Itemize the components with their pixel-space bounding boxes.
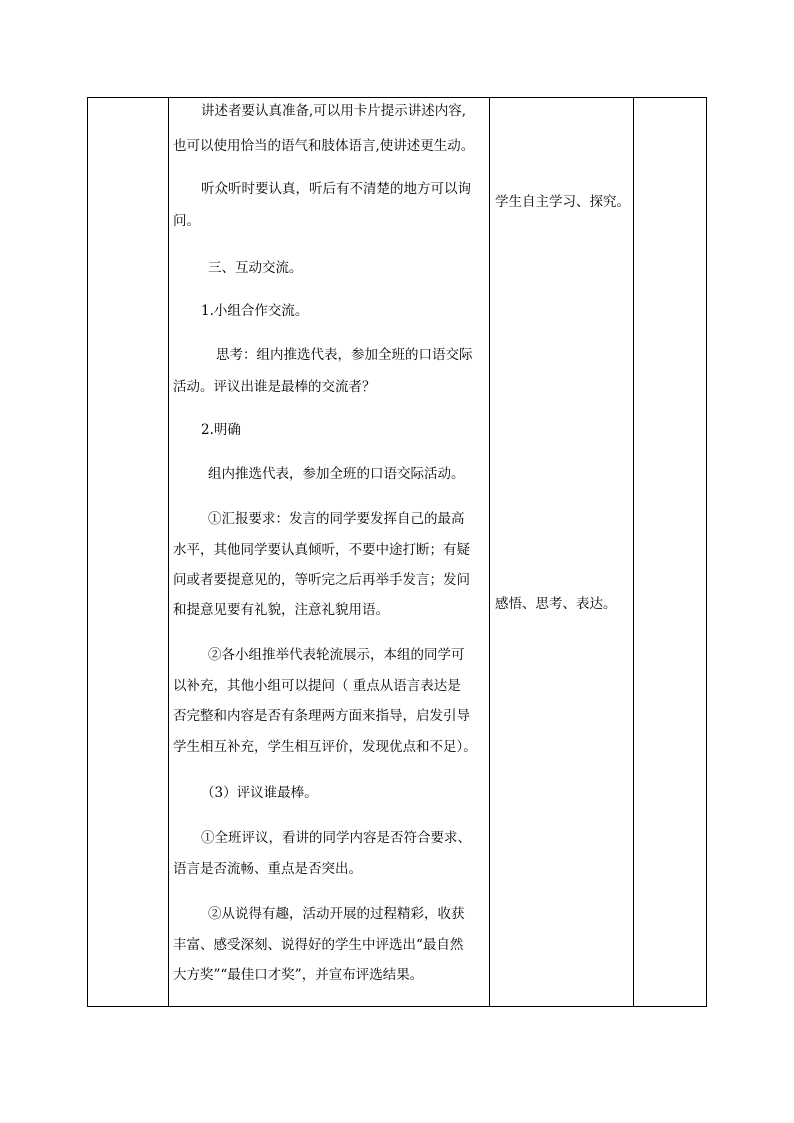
content-line: 学生相互补充，学生相互评价，发现优点和不足）。 (173, 739, 477, 755)
content-line: 否完整和内容是否有条理两方面来指导，启发引导 (173, 708, 470, 724)
content-line: 水平，其他同学要认真倾听，不要中途打断；有疑 (173, 542, 470, 558)
content-line: 听众听时要认真，听后有不清楚的地方可以询 (201, 181, 471, 197)
student-activity: 感悟、思考、表达。 (495, 596, 617, 612)
content-line: 问。 (173, 213, 200, 229)
content-line: 语言是否流畅、重点是否突出。 (173, 861, 362, 877)
content-line: 和提意见要有礼貌，注意礼貌用语。 (173, 602, 389, 618)
content-line: 三、互动交流。 (208, 260, 303, 276)
content-line: 问或者要提意见的，等听完之后再举手发言；发问 (173, 572, 470, 588)
content-line: 讲述者要认真准备,可以用卡片提示讲述内容, (201, 103, 467, 119)
column-divider (489, 98, 490, 1006)
content-line: 丰富、感受深刻、说得好的学生中评选出“最自然 (173, 937, 464, 953)
content-line: 以补充，其他小组可以提问（ 重点从语言表达是 (173, 678, 461, 694)
content-line: 大方奖”“最佳口才奖”，并宣布评选结果。 (173, 967, 424, 983)
content-line: 活动。评议出谁是最棒的交流者？ (173, 379, 376, 395)
content-line: （3）评议谁最棒。 (201, 785, 318, 801)
content-line: 1.小组合作交流。 (201, 303, 309, 319)
student-activity: 学生自主学习、探究。 (495, 194, 630, 210)
content-line: 也可以使用恰当的语气和肢体语言,使讲述更生动。 (173, 138, 475, 154)
content-line: 组内推选代表，参加全班的口语交际活动。 (208, 466, 465, 482)
lesson-table (87, 97, 707, 1007)
column-divider (633, 98, 634, 1006)
content-line: 思考：组内推选代表，参加全班的口语交际 (216, 347, 473, 363)
content-line: ②各小组推举代表轮流展示，本组的同学可 (208, 647, 465, 663)
column-divider (168, 98, 169, 1006)
content-line: ①汇报要求：发言的同学要发挥自己的最高 (208, 511, 465, 527)
content-line: ①全班评议，看讲的同学内容是否符合要求、 (201, 830, 471, 846)
content-line: ②从说得有趣，活动开展的过程精彩，收获 (208, 906, 465, 922)
content-line: 2.明确 (201, 422, 241, 438)
